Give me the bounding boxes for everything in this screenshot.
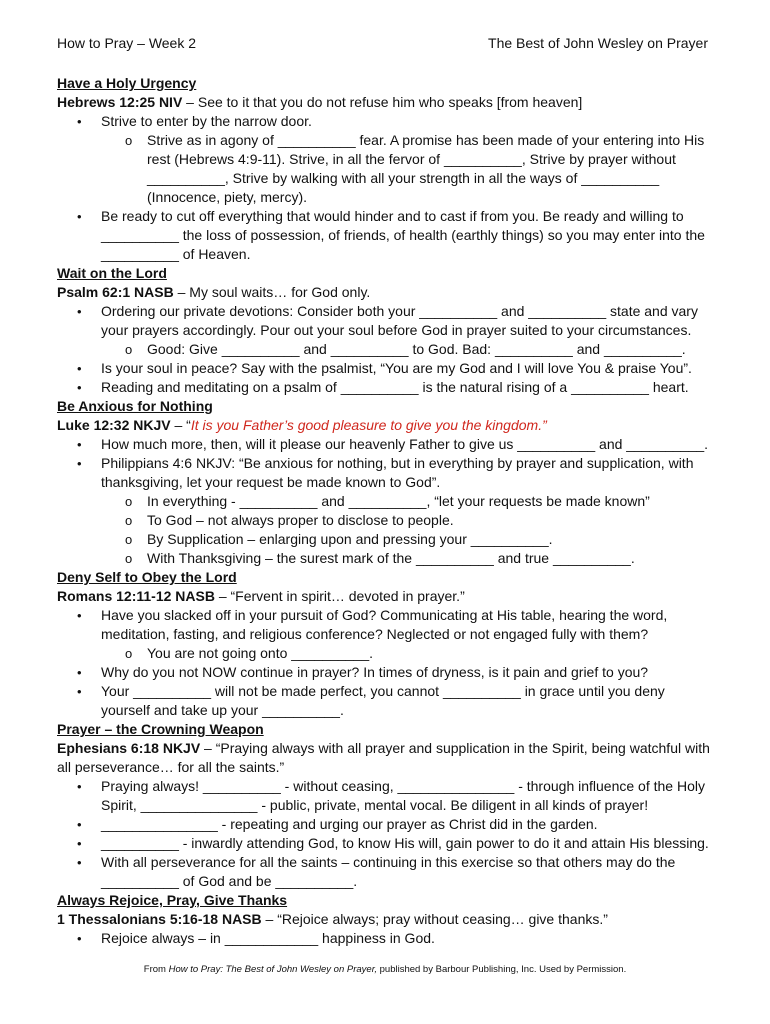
bullet-text: Is your soul in peace? Say with the psalmist, “You are my God and I will love You & praise You”. — [101, 360, 692, 376]
bullet-text: By Supplication – enlarging upon and pressing your __________. — [147, 531, 553, 547]
sub-bullet-marker: o — [125, 494, 133, 509]
section-heading: Have a Holy Urgency — [57, 75, 197, 91]
sub-bullet-item — [57, 644, 717, 663]
sub-bullet-marker: o — [125, 532, 133, 547]
bullet-marker: • — [77, 665, 82, 680]
bullet-text: _______________ - repeating and urging our prayer as Christ did in the garden. — [101, 816, 598, 832]
bullet-marker: • — [77, 361, 82, 376]
footer-book-title: How to Pray: The Best of John Wesley on Prayer, — [168, 964, 377, 975]
bullet-item — [57, 853, 717, 891]
bullet-item — [57, 929, 717, 948]
sub-bullet-marker: o — [125, 551, 133, 566]
scripture-citation: Ephesians 6:18 NKJV — [57, 740, 201, 756]
scripture-reference — [57, 283, 717, 302]
bullet-item — [57, 207, 717, 264]
footer-suffix: published by Barbour Publishing, Inc. Used by Permission. — [376, 964, 627, 975]
bullet-item — [57, 777, 717, 815]
scripture-citation: Romans 12:11-12 NASB — [57, 588, 215, 604]
bullet-marker: • — [77, 380, 82, 395]
bullet-marker: • — [77, 836, 82, 851]
scripture-text: – My soul waits… for God only. — [173, 284, 371, 300]
bullet-item — [57, 606, 717, 644]
bullet-item — [57, 454, 717, 492]
bullet-text: __________ - inwardly attending God, to know His will, gain power to do it and attain His blessing. — [101, 835, 709, 851]
header-left-title: How to Pray – Week 2 — [57, 35, 197, 51]
scripture-reference — [57, 910, 717, 929]
bullet-marker: • — [77, 684, 82, 699]
scripture-quote-highlight: It is you Father’s good pleasure to give you the kingdom.” — [190, 417, 547, 433]
sub-bullet-marker: o — [125, 646, 133, 661]
sub-bullet-item — [57, 511, 717, 530]
section-heading: Wait on the Lord — [57, 265, 167, 281]
scripture-reference — [57, 587, 717, 606]
bullet-text: Your __________ will not be made perfect, you cannot __________ in grace until you deny yourself and take up your __________. — [101, 683, 665, 718]
sub-bullet-marker: o — [125, 513, 133, 528]
bullet-text: Why do you not NOW continue in prayer? In times of dryness, is it pain and grief to you? — [101, 664, 649, 680]
sub-bullet-item — [57, 131, 717, 207]
bullet-item — [57, 112, 717, 131]
bullet-marker: • — [77, 456, 82, 471]
bullet-text: With Thanksgiving – the surest mark of the __________ and true __________. — [147, 550, 635, 566]
bullet-text: Good: Give __________ and __________ to God. Bad: __________ and __________. — [147, 341, 686, 357]
scripture-text: – “Rejoice always; pray without ceasing… give thanks.” — [261, 911, 608, 927]
sub-bullet-item — [57, 340, 717, 359]
scripture-reference — [57, 93, 717, 112]
bullet-item — [57, 682, 717, 720]
bullet-text: To God – not always proper to disclose to people. — [147, 512, 454, 528]
bullet-text: Reading and meditating on a psalm of __________ is the natural rising of a __________ heart. — [101, 379, 689, 395]
bullet-text: In everything - __________ and __________, “let your requests be made known” — [147, 493, 650, 509]
scripture-text: – “Fervent in spirit… devoted in prayer.” — [214, 588, 465, 604]
section-heading: Deny Self to Obey the Lord — [57, 569, 237, 585]
scripture-citation: Hebrews 12:25 NIV — [57, 94, 183, 110]
bullet-item — [57, 663, 717, 682]
bullet-marker: • — [77, 779, 82, 794]
bullet-marker: • — [77, 817, 82, 832]
bullet-marker: • — [77, 209, 82, 224]
bullet-text: Strive as in agony of __________ fear. A promise has been made of your entering into His rest (Hebrews 4:9-11). Strive, in all the fervor of __________, Strive by prayer without __________, Strive by walking with all your strength in all the ways of __________ (Innocence, piety, mercy). — [147, 132, 705, 205]
bullet-item — [57, 302, 717, 340]
bullet-item — [57, 378, 717, 397]
sub-bullet-item — [57, 530, 717, 549]
scripture-citation: 1 Thessalonians 5:16-18 NASB — [57, 911, 262, 927]
bullet-text: Praying always! __________ - without ceasing, _______________ - through influence of the Holy Spirit, _______________ - public, private, mental vocal. Be diligent in all kinds of prayer! — [101, 778, 705, 813]
bullet-text: Be ready to cut off everything that would hinder and to cast if from you. Be ready and willing to __________ the loss of possession, of friends, of health (earthly things) so you may enter into the __________ of Heaven. — [101, 208, 705, 262]
bullet-text: Philippians 4:6 NKJV: “Be anxious for nothing, but in everything by prayer and supplication, with thanksgiving, let your request be made known to God”. — [101, 455, 694, 490]
scripture-citation: Psalm 62:1 NASB — [57, 284, 174, 300]
bullet-marker: • — [77, 304, 82, 319]
bullet-text: Rejoice always – in ____________ happiness in God. — [101, 930, 435, 946]
scripture-text: – “ — [170, 417, 191, 433]
header-right-title: The Best of John Wesley on Prayer — [488, 35, 708, 51]
sub-bullet-marker: o — [125, 342, 133, 357]
bullet-marker: • — [77, 437, 82, 452]
scripture-text: – See to it that you do not refuse him who speaks [from heaven] — [182, 94, 583, 110]
footer-prefix: From — [143, 964, 169, 975]
bullet-text: Strive to enter by the narrow door. — [101, 113, 312, 129]
sub-bullet-marker: o — [125, 133, 133, 148]
sub-bullet-item — [57, 492, 717, 511]
bullet-marker: • — [77, 114, 82, 129]
document-body — [57, 74, 717, 948]
bullet-text: You are not going onto __________. — [147, 645, 374, 661]
section-heading: Always Rejoice, Pray, Give Thanks — [57, 892, 288, 908]
footer-credit — [0, 963, 770, 976]
bullet-text: Ordering our private devotions: Consider both your __________ and __________ state and vary your prayers accordingly. Pour out your soul before God in prayer suited to your circumstances. — [101, 303, 698, 338]
section-heading: Prayer – the Crowning Weapon — [57, 721, 264, 737]
bullet-marker: • — [77, 931, 82, 946]
bullet-item — [57, 359, 717, 378]
bullet-item — [57, 435, 717, 454]
sub-bullet-item — [57, 549, 717, 568]
scripture-reference — [57, 416, 717, 435]
bullet-text: With all perseverance for all the saints – continuing in this exercise so that others may do the __________ of God and be __________. — [101, 854, 676, 889]
scripture-citation: Luke 12:32 NKJV — [57, 417, 171, 433]
section-heading: Be Anxious for Nothing — [57, 398, 213, 414]
scripture-reference — [57, 739, 717, 777]
bullet-marker: • — [77, 608, 82, 623]
bullet-text: Have you slacked off in your pursuit of God? Communicating at His table, hearing the word, meditation, fasting, and religious conference? Neglected or not engaged fully with them? — [101, 607, 668, 642]
scripture-text: – “Praying always with all prayer and supplication in the Spirit, being watchful with all perseverance… for all the saints.” — [57, 740, 710, 775]
bullet-item — [57, 834, 717, 853]
bullet-text: How much more, then, will it please our heavenly Father to give us __________ and __________. — [101, 436, 709, 452]
bullet-marker: • — [77, 855, 82, 870]
bullet-item — [57, 815, 717, 834]
